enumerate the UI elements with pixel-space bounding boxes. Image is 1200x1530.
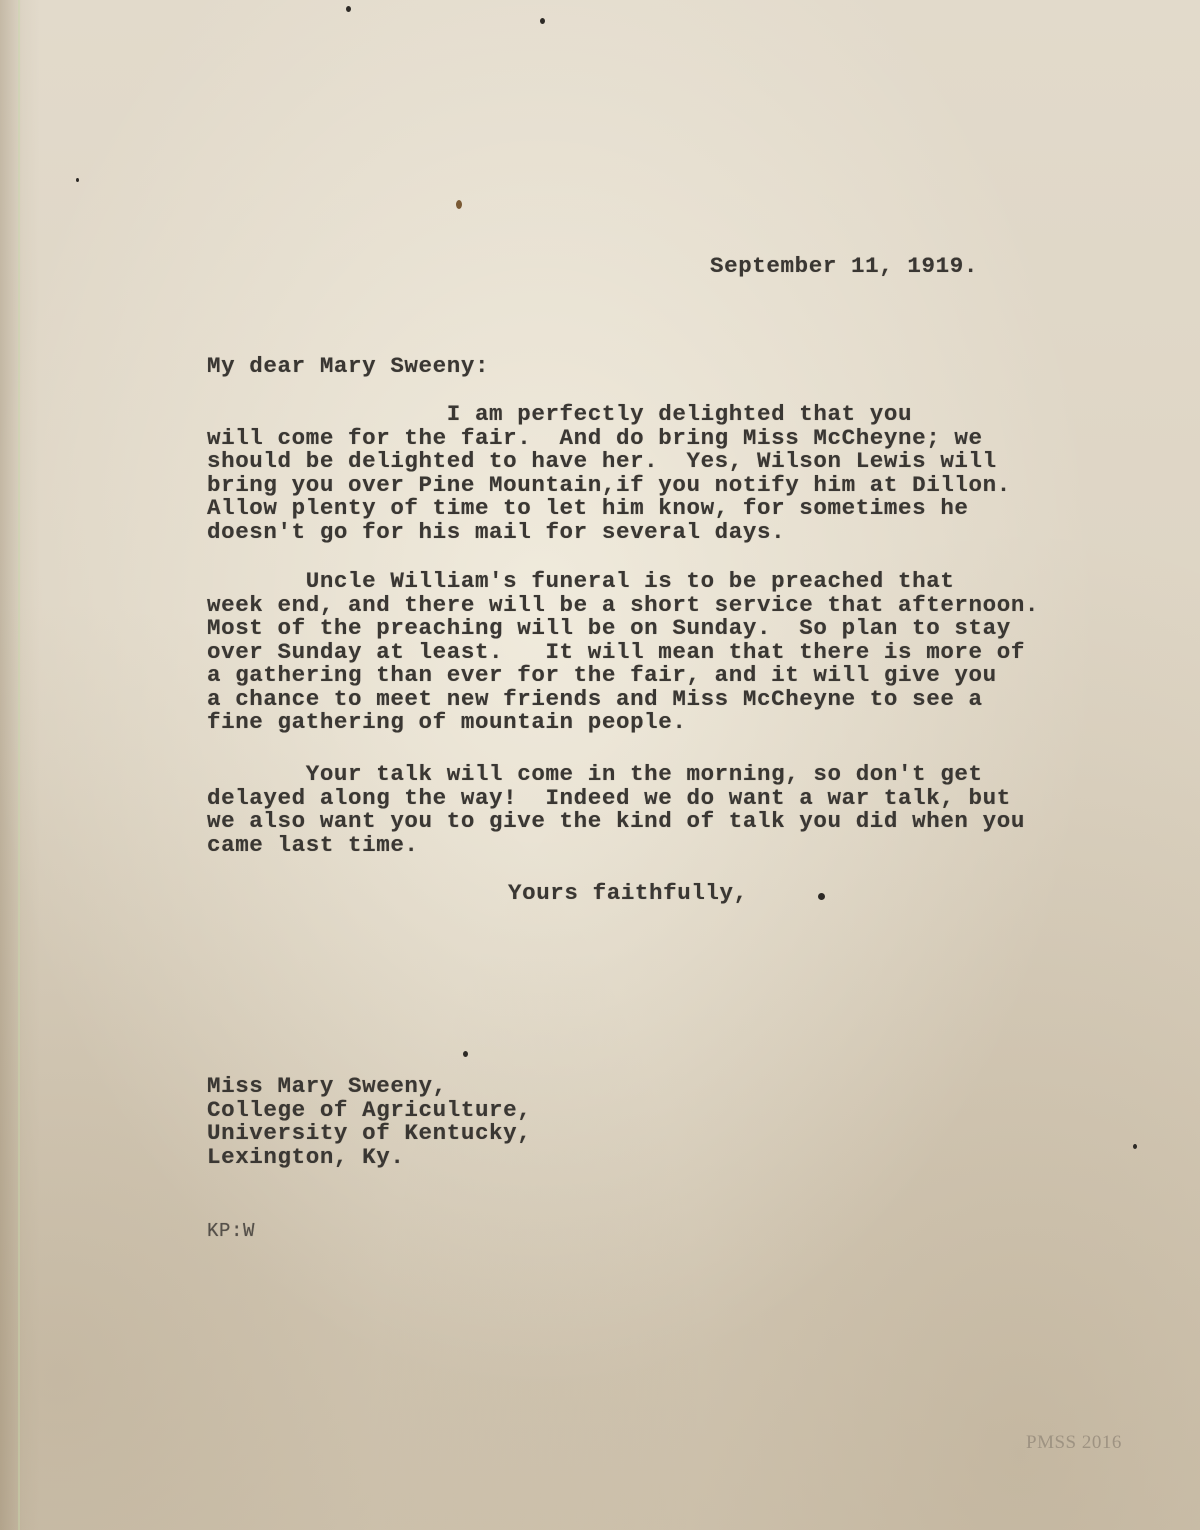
body-paragraph-3: Your talk will come in the morning, so don't get delayed along the way! Indeed we do want a war talk, but we also want you to give the kind of talk you did when you came last time. [207,761,1025,858]
salutation: My dear Mary Sweeny: [207,353,490,379]
recipient-address [207,1075,531,1169]
address-line-name: Miss Mary Sweeny, [207,1073,447,1099]
ink-speck [463,1051,468,1057]
paper-edge-line [18,0,20,1530]
address-line-college: College of Agriculture, [207,1096,532,1123]
address-line-city: Lexington, Ky. [207,1143,405,1170]
ink-speck [76,178,79,182]
ink-speck [818,893,825,900]
address-line-university: University of Kentucky, [207,1120,532,1146]
ink-speck [1133,1144,1137,1149]
ink-speck [346,6,351,12]
ink-speck [540,18,545,24]
closing: Yours faithfully, [508,880,748,906]
ink-speck [456,200,462,209]
letter-date: September 11, 1919. [710,253,978,279]
typist-initials: KP:W [207,1220,256,1242]
archive-watermark: PMSS 2016 [1026,1432,1122,1453]
body-paragraph-1: I am perfectly delighted that you will come for the fair. And do bring Miss McCheyne; we should be delighted to have her. Yes, Wilson Lewis will bring you over Pine Mountain,if you notify him at Dillon. Allow plenty of time to let him know, for sometimes he doesn't go for his mail for several days. [207,401,1011,545]
body-paragraph-2: Uncle William's funeral is to be preached that week end, and there will be a short service that afternoon. Most of the preaching will be on Sunday. So plan to stay over Sunday at least. It will mean that there is more of a gathering than ever for the fair, and it will give you a chance to meet new friends and Miss McCheyne to see a fine gathering of mountain people. [207,568,1040,735]
